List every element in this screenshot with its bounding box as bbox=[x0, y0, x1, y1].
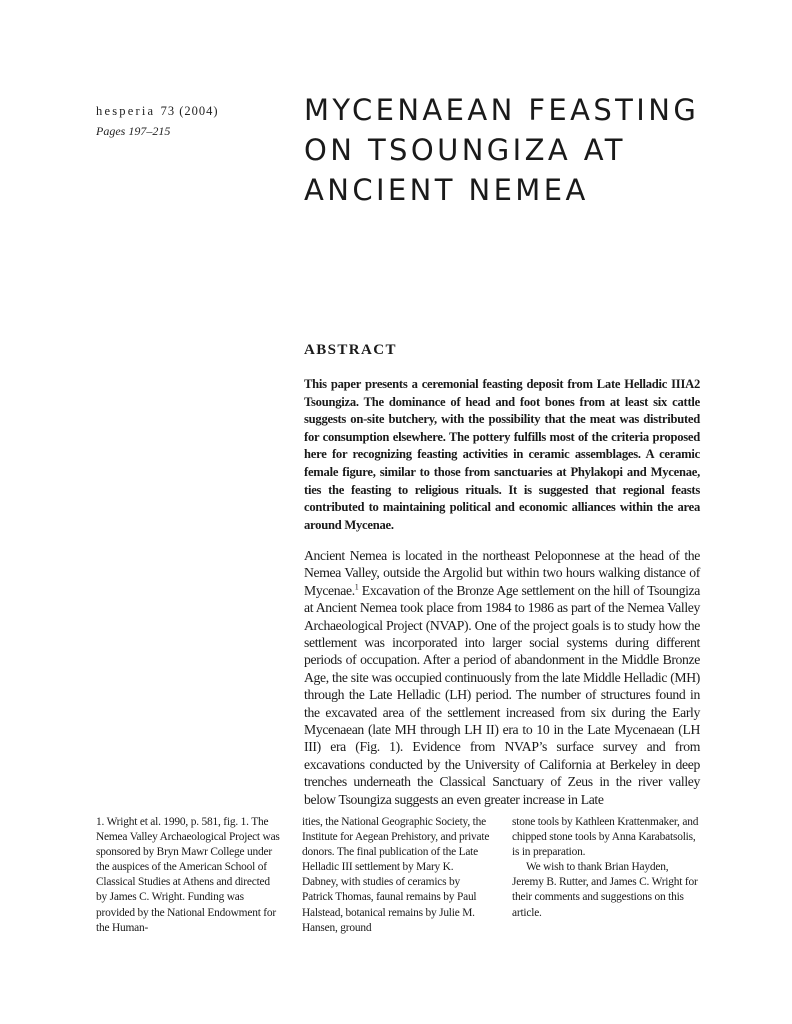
title-line: ON TSOUNGIZA AT bbox=[304, 133, 626, 167]
footnote-column-2: ities, the National Geographic Society, the Institute for Aegean Prehistory, and private donors. The final publication of the Late Helladic III settlement by Mary K. Dabney, with studies of ceramics by Patrick Thomas, faunal remains by Paul Halstead, botanical remains by Julie M. Hansen, ground bbox=[302, 816, 490, 934]
footnote-column-3 bbox=[512, 815, 702, 921]
journal-name: hesperia bbox=[96, 104, 156, 118]
article-title bbox=[304, 90, 764, 210]
journal-citation bbox=[96, 104, 219, 119]
title-line: ANCIENT NEMEA bbox=[304, 173, 589, 207]
acknowledgments: We wish to thank Brian Hayden, Jeremy B. Rutter, and James C. Wright for their comments and suggestions on this article. bbox=[512, 861, 698, 919]
abstract-heading: ABSTRACT bbox=[304, 342, 397, 358]
body-text-part2: Excavation of the Bronze Age settlement on the hill of Tsoungiza at Ancient Nemea took place from 1984 to 1986 as part of the Nemea Valley Archaeological Project (NVAP). One of the project goals is to study how the settlement was incorporated into larger social systems during different periods of occupation. After a period of abandonment in the Middle Bronze Age, the site was occupied continuously from the late Middle Helladic (MH) through the Late Helladic (LH) period. The number of structures found in the excavated area of the settlement increased from six during the Early Mycenaean (late MH through LH II) era to 10 in the Late Mycenaean (LH III) era (Fig. 1). Evidence from NVAP’s surface survey and from excavations conducted by the University of California at Berkeley in deep trenches underneath the Classical Sanctuary of Zeus in the river valley below Tsoungiza suggests an even greater increase in Late bbox=[304, 582, 700, 807]
footnote-column-1: 1. Wright et al. 1990, p. 581, fig. 1. The Nemea Valley Archaeological Project was sponsored by Bryn Mawr College under the auspices of the American School of Classical Studies at Athens and directed by James C. Wright. Funding was provided by the National Endowment for the Human- bbox=[96, 816, 280, 934]
footnote-reference[interactable]: 1 bbox=[354, 582, 359, 592]
body-text-part1: Ancient Nemea is located in the northeast Peloponnese at the head of the Nemea Valley, outside the Argolid but within two hours walking distance of Mycenae. bbox=[304, 548, 700, 598]
journal-volume: 73 (2004) bbox=[160, 104, 219, 118]
title-line: MYCENAEAN FEASTING bbox=[304, 93, 700, 127]
body-paragraph bbox=[304, 547, 700, 808]
page-range: Pages 197–215 bbox=[96, 124, 171, 138]
abstract-text: This paper presents a ceremonial feasting deposit from Late Helladic IIIA2 Tsoungiza. The dominance of head and foot bones from at least six cattle suggests on-site butchery, with the possibility that the meat was distributed for consumption elsewhere. The pottery fulfills most of the criteria proposed here for recognizing feasting activities in ceramic assemblages. A ceramic female figure, similar to those from sanctuaries at Phylakopi and Mycenae, ties the feasting to religious rituals. It is suggested that regional feasts contributed to maintaining political and economic alliances within the area around Mycenae. bbox=[304, 377, 700, 532]
footnote-text: stone tools by Kathleen Krattenmaker, and chipped stone tools by Anna Karabatsolis, is in preparation. bbox=[512, 816, 699, 859]
